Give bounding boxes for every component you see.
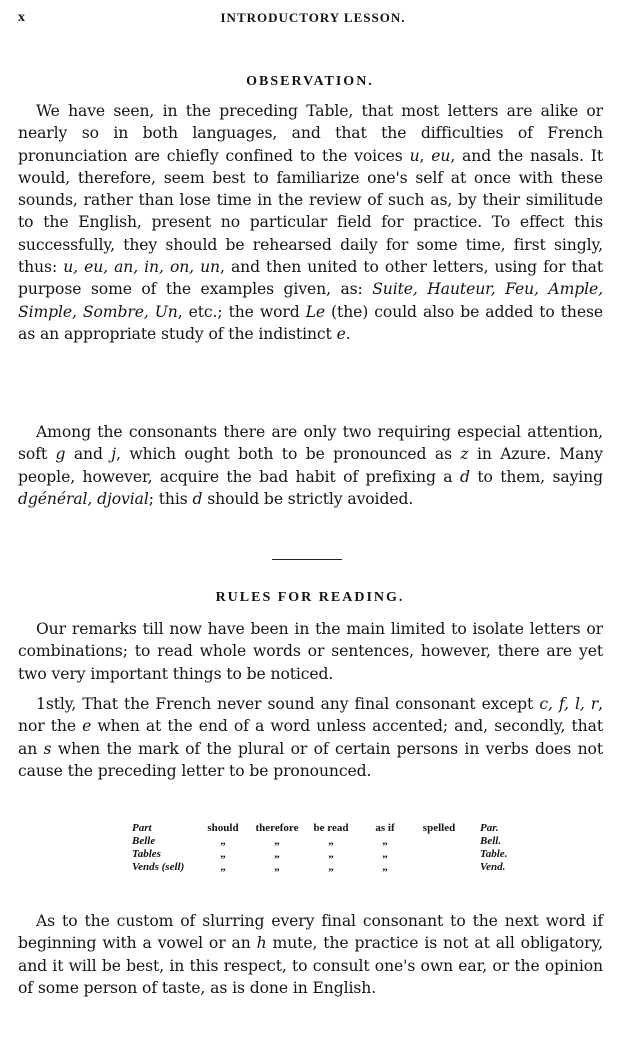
example-connector: „ [382,848,388,860]
text-run: , [419,146,432,165]
pronunciation-examples-table [132,822,540,874]
example-spelling: Vend. [480,861,506,873]
text-run: mute, the practice is not at all obligatory, and it will be best, in this respect, to consult one's own ear, or the opinion of some person of taste, as is done in English. [18,934,603,997]
example-row [132,848,540,861]
example-connector: „ [220,861,226,873]
italic-run: eu [431,146,451,165]
observation-paragraph-2 [18,421,603,510]
text-run: when the mark of the plural or of certain persons in verbs does not cause the preceding letter to be pronounced. [18,739,603,780]
example-connector: therefore [255,822,299,834]
text-run: to them, saying [469,467,604,486]
example-word: Tables [132,848,161,860]
text-run: As to the custom of slurring every final consonant to the next word if beginning with a vowel or an [18,912,603,953]
italic-run: Suite, Hauteur, Feu, Ample, Simple, Sombre, Un [18,280,604,321]
example-connector: „ [328,848,334,860]
text-run: , nor the [18,695,603,736]
example-row [132,835,540,848]
rules-paragraph-1 [18,618,603,685]
italic-run: c, f, l, r [539,695,599,713]
example-word: Belle [132,835,156,847]
text-run: , and the nasals. It would, therefore, seem best to familiarize one's self at once with these sounds, rather than lose time in the review of such as, by their similitude to the English, present no particular field for practice. To effect this successfully, they should be rehearsed daily for some time, first singly, thus: [18,146,604,277]
rules-paragraph-2 [18,693,603,782]
text-run: (the) could also be added to these as an appropriate study of the indistinct [18,302,604,343]
example-connector [412,835,466,848]
text-run: . [345,324,351,343]
page-number: x [18,10,26,25]
italic-run: e [336,324,346,343]
italic-run: s [43,739,52,758]
rules-heading: RULES FOR READING. [215,590,405,605]
italic-run: Le [305,302,326,321]
example-connector: „ [382,835,388,847]
italic-run: d [192,489,203,508]
observation-heading: OBSERVATION. [246,74,374,89]
example-connector: as if [375,822,395,834]
example-word: Vends (sell) [132,861,185,873]
example-word: Part [132,822,152,834]
example-connector: spelled [422,822,456,834]
text-run: , which ought both to be pronounced as [116,445,461,464]
example-connector [412,861,466,874]
page-header [18,10,608,32]
running-title: INTRODUCTORY LESSON. [220,10,406,25]
example-row [132,822,540,835]
example-connector: „ [274,861,280,873]
observation-paragraph-1 [18,100,603,345]
italic-run: j [111,445,117,464]
rules-paragraph-3 [18,910,603,999]
italic-run: u [409,146,420,165]
italic-run: h [256,934,267,953]
example-connector: „ [220,835,226,847]
example-connector: should [207,822,239,834]
italic-run: d [459,467,470,486]
example-connector [412,848,466,861]
example-connector: „ [382,861,388,873]
text-run: 1stly, That the French never sound any final consonant except [36,695,540,713]
text-run: Among the consonants there are only two requiring especial attention, soft [18,423,603,464]
example-connector: „ [328,861,334,873]
text-run: and [65,445,112,464]
example-spelling: Table. [480,848,508,860]
text-run: , etc.; the word [177,302,306,321]
text-run: ; this [148,489,193,508]
example-connector: „ [274,848,280,860]
example-row [132,861,540,874]
text-run: when at the end of a word unless accented; and, secondly, that an [18,717,603,758]
example-connector: be read [313,822,349,834]
example-connector: „ [328,835,334,847]
italic-run: z [460,445,469,464]
italic-run: e [82,717,92,736]
text-run: Our remarks till now have been in the main limited to isolate letters or combinations; to read whole words or sentences, however, there are yet two very important things to be noticed. [18,620,603,683]
italic-run: dgénéral, djovial [18,489,149,508]
example-connector: „ [220,848,226,860]
example-connector: „ [274,835,280,847]
text-run: should be strictly avoided. [202,489,414,508]
example-spelling: Bell. [480,835,502,847]
text-run: We have seen, in the preceding Table, that most letters are alike or nearly so in both languages, and that the difficulties of French pronunciation are chiefly confined to the voices [18,102,603,165]
italic-run: g [55,445,66,464]
text-run: , and then united to other letters, using for that purpose some of the examples given, as: [18,258,604,299]
text-run: in Azure. Many people, however, acquire the bad habit of prefixing a [18,445,603,486]
example-spelling: Par. [480,822,499,834]
italic-run: u, eu, an, in, on, un [63,258,220,277]
section-divider [272,559,342,560]
